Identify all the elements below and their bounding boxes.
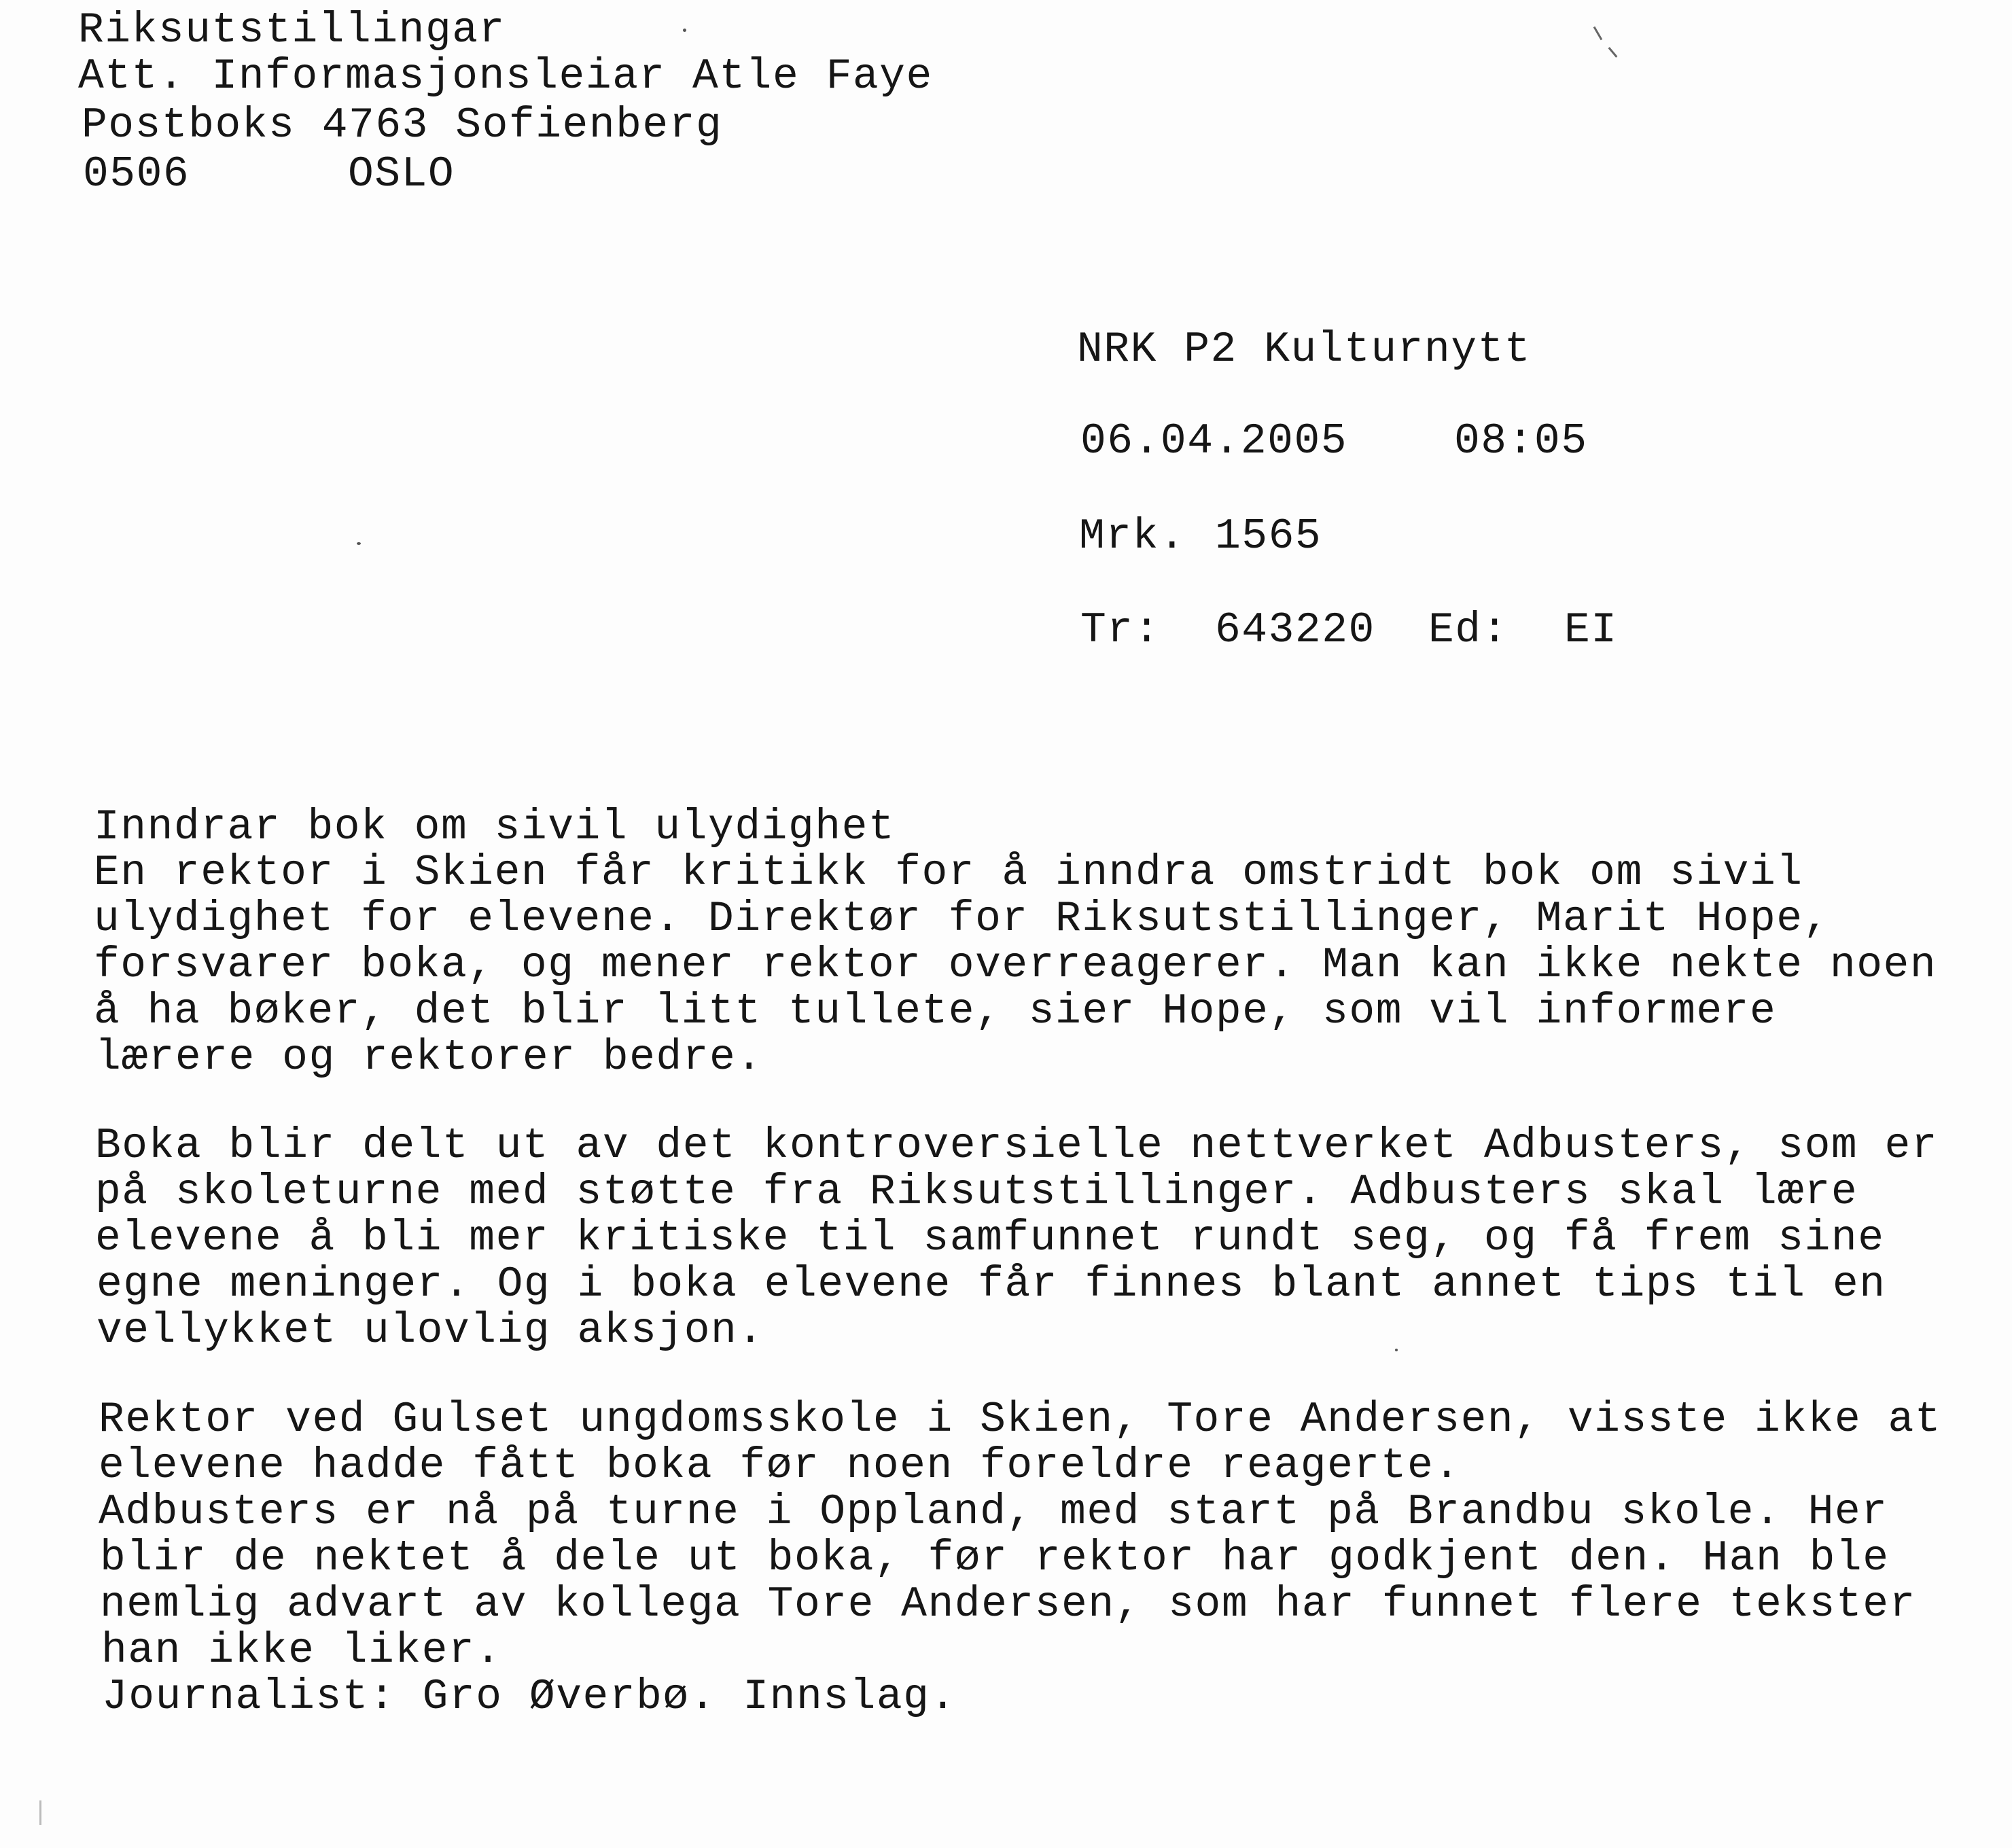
paragraph-line: han ikke liker. <box>101 1627 502 1675</box>
broadcast-time: 08:05 <box>1454 417 1588 465</box>
scan-speck <box>1395 1349 1398 1351</box>
paragraph-line: nemlig advart av kollega Tore Andersen, som har funnet flere tekster <box>100 1580 1916 1629</box>
paragraph-line: elevene hadde fått boka før noen foreldre reagerte. <box>99 1442 1461 1490</box>
paragraph-line: Boka blir delt ut av det kontroversielle nettverket Adbusters, som er <box>95 1122 1939 1170</box>
program-name: NRK P2 Kulturnytt <box>1077 325 1532 374</box>
scan-speck <box>683 29 686 32</box>
recipient-city: OSLO <box>348 150 455 198</box>
scan-mark <box>1608 47 1618 58</box>
paragraph-line: forsvarer boka, og mener rektor overreagerer. Man kan ikke nekte noen <box>94 941 1937 989</box>
ed-label: Ed: <box>1428 606 1508 654</box>
broadcast-date: 06.04.2005 <box>1080 417 1348 465</box>
tr-value: 643220 <box>1215 606 1375 654</box>
mrk-value: 1565 <box>1215 512 1322 561</box>
paragraph-line: egne meninger. Og i boka elevene får finnes blant annet tips til en <box>96 1260 1886 1309</box>
paragraph-line: å ha bøker, det blir litt tullete, sier Hope, som vil informere <box>94 987 1777 1035</box>
tr-label: Tr: <box>1080 606 1161 654</box>
journalist-byline: Journalist: Gro Øverbø. Innslag. <box>102 1673 957 1721</box>
paragraph-line: blir de nektet å dele ut boka, før rektor har godkjent den. Han ble <box>100 1534 1890 1582</box>
recipient-attention: Att. Informasjonsleiar Atle Faye <box>78 52 933 101</box>
scan-mark <box>1593 26 1603 41</box>
paragraph-line: ulydighet for elevene. Direktør for Riksutstillinger, Marit Hope, <box>94 895 1830 943</box>
scan-speck <box>357 542 361 545</box>
paragraph-line: på skoleturne med støtte fra Riksutstillinger. Adbusters skal lære <box>95 1168 1858 1216</box>
recipient-postcode: 0506 <box>83 150 190 198</box>
scan-mark <box>39 1800 41 1825</box>
paragraph-line: elevene å bli mer kritiske til samfunnet rundt seg, og få frem sine <box>95 1214 1885 1262</box>
paragraph-line: Rektor ved Gulset ungdomsskole i Skien, Tore Andersen, visste ikke at <box>99 1396 1942 1444</box>
paragraph-line: vellykket ulovlig aksjon. <box>96 1307 764 1355</box>
paragraph-line: En rektor i Skien får kritikk for å inndra omstridt bok om sivil <box>94 849 1803 897</box>
recipient-name: Riksutstillingar <box>78 6 506 54</box>
mrk-label: Mrk. <box>1079 512 1186 561</box>
ed-value: EI <box>1564 606 1618 654</box>
recipient-postbox: Postboks 4763 Sofienberg <box>82 101 723 149</box>
paragraph-line: Adbusters er nå på turne i Oppland, med start på Brandbu skole. Her <box>99 1488 1888 1536</box>
paragraph-line: lærere og rektorer bedre. <box>95 1033 763 1082</box>
article-title: Inndrar bok om sivil ulydighet <box>94 803 896 851</box>
